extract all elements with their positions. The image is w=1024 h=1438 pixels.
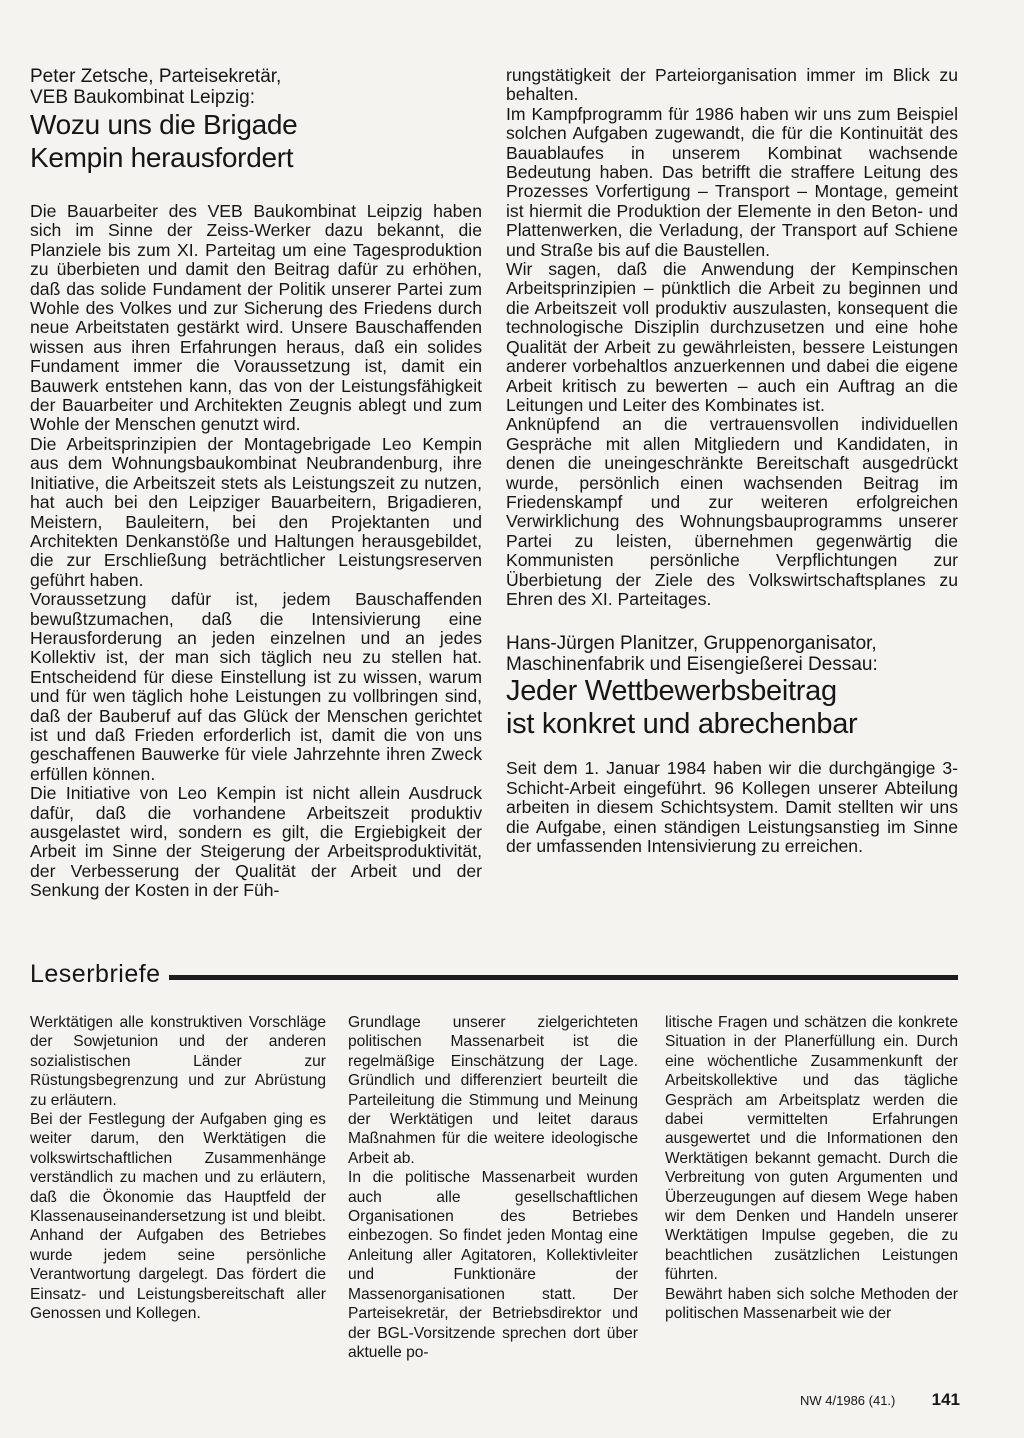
page-number: 141 — [931, 1390, 960, 1409]
letter-paragraph-part-b: litische Fragen und schätzen die konkrete Situation in der Planerfüllung ein. Durch eine wöchentliche Zusammenkunft der Arbeitskollektive und das tägliche Gespräch am Arbeitsplatz werden die dabei vermittelten Erfahrungen ausgewertet und die Informationen den Werktätigen bekannt gemacht. Durch die Verbreitung von guten Argumenten und Überzeugungen auf diesem Wege haben wir dem Denken und Handeln unserer Werktätigen Impulse gegeben, die zu beachtlichen zusätzlichen Leistungen führten. — [665, 1014, 958, 1284]
article1-byline: Peter Zetsche, Parteisekretär, VEB Baukombinat Leipzig: — [30, 66, 282, 108]
page-footer — [800, 1390, 960, 1410]
issue-label: NW 4/1986 (41.) — [800, 1393, 896, 1408]
article1-paragraph: Anknüpfend an die vertrauensvollen individuellen Gespräche mit allen Mitgliedern und Kandidaten, in denen die uneingeschränkte Bereitschaft ausgedrückt wurde, persönlich einen wachsenden Beitrag im Friedenskampf und zur weiteren erfolgreichen Verwirklichung des Wohnungsbauprogramms unserer Partei zu leisten, übernehmen gegenwärtig die Kommunisten persönliche Verpflichtungen zur Überbietung der Ziele des Volkswirtschaftsplanes zu Ehren des XI. Parteitages. — [506, 414, 958, 609]
leserbriefe-header — [30, 958, 958, 990]
article1-paragraph: Wir sagen, daß die Anwendung der Kempinschen Arbeitsprinzipien – pünktlich die Arbeit zu beginnen und die Arbeitszeit voll produktiv auszulasten, konsequent die technologische Disziplin durchzusetzen und eine hohe Qualität der Arbeit zu gewährleisten, bessere Leistungen anderer vorbehaltlos anzuerkennen und dabei die eigene Arbeit kritisch zu bewerten – auch ein Auftrag an die Leitungen und Leiter des Kombinates ist. — [506, 259, 958, 415]
article-column-right — [506, 66, 958, 856]
article1-headline: Wozu uns die Brigade Kempin herausfordert — [30, 109, 298, 173]
section-divider — [169, 975, 958, 980]
article2-byline: Hans-Jürgen Planitzer, Gruppenorganisator, Maschinenfabrik und Eisengießerei Dessau: — [506, 633, 878, 676]
leserbriefe-column-2 — [348, 1013, 638, 1362]
letter-paragraph: Bei der Festlegung der Aufgaben ging es weiter darum, den Werktätigen die volkswirtschaftlichen Zusammenhänge verständlich zu machen und zu erläutern, daß die Ökonomie das Hauptfeld der Klassenauseinandersetzung ist und bleibt. Anhand der Aufgaben des Betriebes wurde jedem seine persönliche Verantwortung dargelegt. Das fördert die Einsatz- und Leistungsbereitschaft aller Genossen und Kollegen. — [30, 1111, 326, 1323]
article1-paragraph: Die Arbeitsprinzipien der Montagebrigade Leo Kempin aus dem Wohnungsbaukombinat Neubrandenburg, ihre Initiative, die Arbeitszeit stets als Leistungszeit zu nutzen, hat auch bei den Leipziger Bauarbeitern, Brigadieren, Meistern, Bauleitern, bei den Projektanten und Architekten Denkanstöße und Haltungen herausgebildet, die zur Erschließung beträchtlicher Leistungsreserven geführt haben. — [30, 433, 482, 590]
letter-paragraph: Grundlage unserer zielgerichteten politischen Massenarbeit ist die regelmäßige Einschätzung der Lage. Gründlich und differenziert beurteilt die Parteileitung die Stimmung und Meinung der Werktätigen und leitet daraus Maßnahmen für die weitere ideologische Arbeit ab. — [348, 1014, 638, 1167]
letter-paragraph-part-a: In die politische Massenarbeit wurden auch alle gesellschaftlichen Organisationen des Betriebes einbezogen. So findet jeden Montag eine Anleitung aller Agitatoren, Kollektivleiter und Funktionäre der Massenorganisationen statt. Der Parteisekretär, der Betriebsdirektor und der BGL-Vorsitzende sprechen dort über aktuelle po- — [348, 1169, 638, 1361]
letter-paragraph: Werktätigen alle konstruktiven Vorschläge der Sowjetunion und der anderen sozialistischen Länder zur Rüstungsbegrenzung und zur Abrüstung zu erläutern. — [30, 1014, 326, 1109]
article-column-left — [30, 66, 482, 901]
article1-paragraph-part-a: Die Initiative von Leo Kempin ist nicht allein Ausdruck dafür, daß die vorhandene Arbeitszeit produktiv ausgelastet wird, sondern es gilt, die Ergiebigkeit der Arbeit im Sinne der Steigerung der Arbeitsproduktivität, der Verbesserung der Qualität der Arbeit und der Senkung der Kosten in der Füh- — [30, 783, 482, 901]
article1-paragraph-part-b: rungstätigkeit der Parteiorganisation immer im Blick zu behalten. — [506, 65, 958, 105]
article2-headline: Jeder Wettbewerbsbeitrag ist konkret und abrechenbar — [506, 675, 858, 741]
article2-paragraph: Seit dem 1. Januar 1984 haben wir die durchgängige 3-Schicht-Arbeit eingeführt. 96 Kollegen unserer Abteilung arbeiten in diesem Schichtsystem. Damit stellten wir uns die Aufgabe, einen ständigen Leistungsanstieg im Sinne der umfassenden Intensivierung zu erreichen. — [506, 758, 958, 856]
article1-paragraph: Voraussetzung dafür ist, jedem Bauschaffenden bewußtzumachen, daß die Intensivierung eine Herausforderung an jeden einzelnen und an jedes Kollektiv ist, der man sich täglich neu zu stellen hat. Entscheidend für diese Einstellung ist zu wissen, warum und für wen täglich hohe Leistungen zu vollbringen sind, daß der Bauberuf auf das Glück der Menschen gerichtet ist und daß Frieden erforderlich ist, damit die von uns geschaffenen Bauwerke für viele Jahrzehnte ihren Zweck erfüllen können. — [30, 589, 482, 784]
article1-paragraph-split — [30, 784, 482, 900]
article1-paragraph: Die Bauarbeiter des VEB Baukombinat Leipzig haben sich im Sinne der Zeiss-Werker dazu bekannt, die Planziele bis zum XI. Parteitag um eine Tagesproduktion zu überbieten und damit den Beitrag dafür zu erhöhen, daß das solide Fundament der Politik unserer Partei zum Wohle des Volkes und zur Sicherung des Friedens durch neue Arbeitstaten gestärkt wird. Unsere Bauschaffenden wissen aus ihren Erfahrungen heraus, daß ein solides Fundament immer die Voraussetzung ist, damit ein Bauwerk entstehen kann, das von der Leistungsfähigkeit der Bauarbeiter und Architekten Zeugnis ablegt und zum Wohle der Menschen genutzt wird. — [30, 201, 482, 435]
leserbriefe-column-1 — [30, 1013, 326, 1324]
article1-paragraph: Im Kampfprogramm für 1986 haben wir uns zum Beispiel solchen Aufgaben zugewandt, die für die Kontinuität des Bauablaufes in unserem Kombinat wachsende Bedeutung haben. Das betrifft die straffere Leitung des Prozesses Vorfertigung – Transport – Montage, gemeint ist hiermit die Produktion der Elemente in den Beton- und Plattenwerken, die Verladung, der Transport auf Schiene und Straße bis auf die Baustellen. — [506, 103, 958, 260]
letter-paragraph: Bewährt haben sich solche Methoden der politischen Massenarbeit wie der — [665, 1285, 958, 1323]
leserbriefe-column-3 — [665, 1013, 958, 1324]
leserbriefe-title: Leserbriefe — [30, 959, 161, 988]
